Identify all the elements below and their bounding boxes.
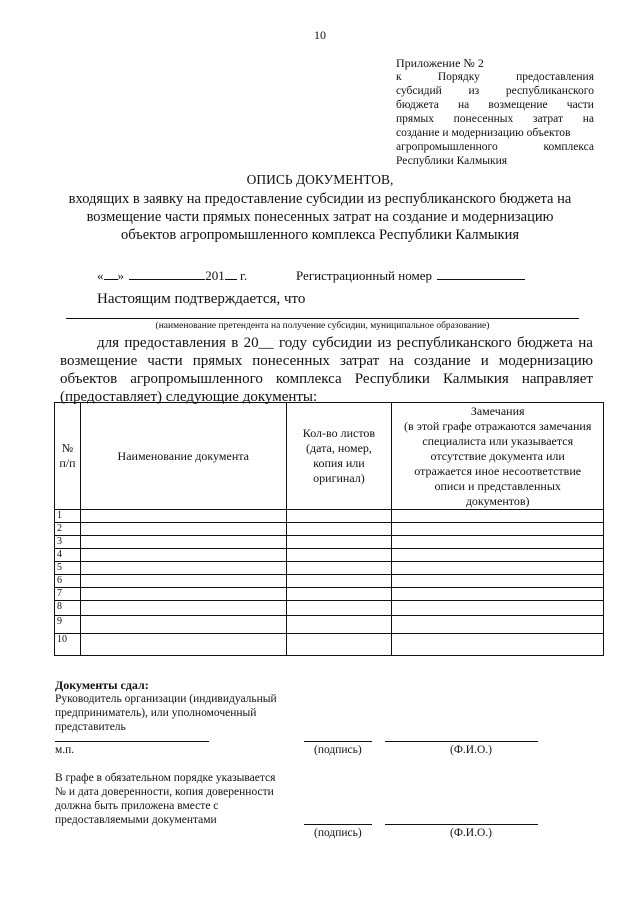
paragraph-word: предоставления bbox=[124, 335, 226, 351]
appendix-word: агропромышленного bbox=[396, 141, 498, 153]
header-count-line: Кол-во листов bbox=[302, 426, 376, 440]
name-line-2[interactable] bbox=[385, 824, 538, 825]
cell-document-name[interactable] bbox=[80, 616, 286, 634]
paragraph-word: на bbox=[389, 353, 404, 369]
paragraph-word: возмещение bbox=[60, 353, 138, 369]
row-number: 1 bbox=[55, 510, 81, 523]
representative-line: представитель bbox=[55, 721, 126, 733]
appendix-word: на bbox=[458, 99, 470, 111]
representative-line: предприниматель), или уполномоченный bbox=[55, 707, 257, 719]
header-number bbox=[55, 403, 81, 510]
appendix-word: комплекса bbox=[543, 141, 594, 153]
paragraph-word: и bbox=[480, 353, 489, 369]
table-row bbox=[55, 562, 604, 575]
cell-notes[interactable] bbox=[392, 575, 604, 588]
paragraph-word: создание bbox=[413, 353, 471, 369]
row-number: 4 bbox=[55, 549, 81, 562]
paragraph-word: затрат bbox=[339, 353, 380, 369]
paragraph-word: Республики bbox=[354, 371, 430, 387]
proxy-note-line: должна быть приложена вместе с bbox=[55, 800, 219, 812]
paragraph-line-3 bbox=[60, 370, 593, 388]
paragraph-word: части bbox=[147, 353, 183, 369]
row-number: 10 bbox=[55, 634, 81, 656]
appendix-word: бюджета bbox=[396, 99, 439, 111]
cell-sheet-count[interactable] bbox=[286, 549, 392, 562]
cell-notes[interactable] bbox=[392, 562, 604, 575]
appendix-word: затрат bbox=[532, 113, 564, 125]
paragraph-word: субсидии bbox=[312, 335, 373, 351]
name-caption-2: (Ф.И.О.) bbox=[450, 827, 492, 839]
table-row bbox=[55, 601, 604, 616]
header-count-line: копия или bbox=[313, 456, 365, 470]
header-sheet-count bbox=[286, 403, 392, 510]
month-blank bbox=[129, 266, 205, 280]
cell-document-name[interactable] bbox=[80, 523, 286, 536]
cell-sheet-count[interactable] bbox=[286, 634, 392, 656]
date-open-quote: « bbox=[97, 268, 104, 283]
proxy-note-line: № и дата доверенности, копия доверенности bbox=[55, 786, 274, 798]
paragraph-line-2 bbox=[60, 352, 593, 370]
appendix-line-1 bbox=[396, 70, 594, 84]
paragraph-word: в bbox=[231, 335, 239, 351]
appendix-word: субсидий bbox=[396, 85, 442, 97]
row-number: 8 bbox=[55, 601, 81, 616]
header-notes-line: специалиста или указывается bbox=[422, 433, 574, 448]
year-prefix: 201 bbox=[205, 268, 225, 283]
header-count-line: (дата, номер, bbox=[305, 441, 372, 455]
row-number: 7 bbox=[55, 588, 81, 601]
paragraph-word: понесенных bbox=[252, 353, 330, 369]
document-subtitle bbox=[40, 190, 600, 244]
cell-sheet-count[interactable] bbox=[286, 601, 392, 616]
cell-document-name[interactable] bbox=[80, 601, 286, 616]
appendix-line-6 bbox=[396, 140, 594, 154]
appendix-word: понесенных bbox=[453, 113, 514, 125]
header-notes-line: описи и представленных bbox=[434, 478, 561, 493]
appendix-title: Приложение № 2 bbox=[396, 56, 484, 70]
cell-document-name[interactable] bbox=[80, 575, 286, 588]
paragraph-word: комплекса bbox=[275, 371, 342, 387]
table-row bbox=[55, 536, 604, 549]
cell-sheet-count[interactable] bbox=[286, 588, 392, 601]
appendix-line-7: Республики Калмыкия bbox=[396, 155, 508, 167]
appendix-line-4 bbox=[396, 112, 594, 126]
cell-notes[interactable] bbox=[392, 536, 604, 549]
row-number: 3 bbox=[55, 536, 81, 549]
paragraph-word: году bbox=[278, 335, 307, 351]
cell-notes[interactable] bbox=[392, 601, 604, 616]
proxy-note bbox=[55, 771, 305, 827]
appendix-block bbox=[396, 56, 594, 168]
registration-field bbox=[296, 266, 525, 284]
header-number-line: № bbox=[61, 441, 74, 455]
table-row bbox=[55, 575, 604, 588]
cell-document-name[interactable] bbox=[80, 510, 286, 523]
paragraph-word: Калмыкия bbox=[442, 371, 509, 387]
confirm-text: Настоящим подтверждается, что bbox=[97, 291, 306, 307]
paragraph-word: прямых bbox=[192, 353, 243, 369]
representative-line: Руководитель организации (индивидуальный bbox=[55, 693, 277, 705]
proxy-note-line: В графе в обязательном порядке указывается bbox=[55, 772, 276, 784]
cell-document-name[interactable] bbox=[80, 549, 286, 562]
proxy-note-line: предоставляемыми документами bbox=[55, 814, 217, 826]
cell-sheet-count[interactable] bbox=[286, 523, 392, 536]
appendix-word: на bbox=[582, 113, 594, 125]
cell-notes[interactable] bbox=[392, 523, 604, 536]
subtitle-line: входящих в заявку на предоставление субсидии из республиканского бюджета на bbox=[68, 191, 572, 207]
appendix-word: возмещение bbox=[488, 99, 548, 111]
appendix-word: республиканского bbox=[505, 85, 594, 97]
document-title: ОПИСЬ ДОКУМЕНТОВ, bbox=[246, 172, 394, 187]
year-suffix: г. bbox=[240, 268, 248, 283]
cell-document-name[interactable] bbox=[80, 536, 286, 549]
stamp-label: м.п. bbox=[55, 744, 75, 756]
appendix-line-2 bbox=[396, 84, 594, 98]
table-row bbox=[55, 634, 604, 656]
signatures-heading: Документы сдал: bbox=[55, 678, 149, 692]
header-count-line: оригинал) bbox=[313, 471, 365, 485]
table-row bbox=[55, 549, 604, 562]
applicant-line bbox=[66, 318, 579, 319]
appendix-word: части bbox=[566, 99, 594, 111]
representative-label bbox=[55, 692, 295, 734]
applicant-caption: (наименование претендента на получение субсидии, муниципальное образование) bbox=[155, 321, 490, 331]
name-line-1[interactable] bbox=[385, 741, 538, 742]
subtitle-line: объектов агропромышленного комплекса Республики Калмыкия bbox=[120, 227, 520, 243]
header-notes-line: (в этой графе отражаются замечания bbox=[404, 418, 592, 433]
subtitle-line: возмещение части прямых понесенных затрат на создание и модернизацию bbox=[86, 209, 554, 225]
cell-document-name[interactable] bbox=[80, 562, 286, 575]
paragraph-word: из bbox=[377, 335, 392, 351]
row-number: 6 bbox=[55, 575, 81, 588]
paragraph-word: бюджета bbox=[516, 335, 573, 351]
cell-notes[interactable] bbox=[392, 616, 604, 634]
paragraph-word: направляет bbox=[521, 371, 593, 387]
paragraph-word: республиканского bbox=[396, 335, 512, 351]
appendix-word: из bbox=[468, 85, 480, 97]
appendix-word: предоставления bbox=[516, 71, 594, 83]
table-row bbox=[55, 523, 604, 536]
appendix-word: прямых bbox=[396, 113, 434, 125]
signature-line-1[interactable] bbox=[304, 741, 372, 742]
cell-notes[interactable] bbox=[392, 510, 604, 523]
page-number: 10 bbox=[314, 28, 326, 42]
table-header-row bbox=[55, 403, 604, 510]
paragraph-word: на bbox=[578, 335, 593, 351]
paragraph-word: объектов bbox=[60, 371, 118, 387]
cell-sheet-count[interactable] bbox=[286, 616, 392, 634]
registration-blank bbox=[437, 266, 525, 280]
header-document-name: Наименование документа bbox=[80, 403, 286, 510]
paragraph-word: для bbox=[97, 335, 120, 351]
header-notes-line: документов) bbox=[465, 493, 530, 508]
header-notes-line: отсутствие документа или bbox=[430, 448, 565, 463]
date-field bbox=[97, 266, 247, 284]
paragraph-line-1 bbox=[60, 334, 593, 352]
cell-document-name[interactable] bbox=[80, 588, 286, 601]
cell-sheet-count[interactable] bbox=[286, 562, 392, 575]
row-number: 2 bbox=[55, 523, 81, 536]
header-notes-line: отражается иное несоответствие bbox=[414, 463, 582, 478]
cell-notes[interactable] bbox=[392, 588, 604, 601]
paragraph-word: 20__ bbox=[243, 335, 274, 351]
row-number: 5 bbox=[55, 562, 81, 575]
name-caption-1: (Ф.И.О.) bbox=[450, 744, 492, 756]
date-close-quote: » bbox=[117, 268, 124, 283]
registration-label: Регистрационный номер bbox=[296, 268, 432, 283]
table-row bbox=[55, 616, 604, 634]
day-blank bbox=[104, 266, 118, 280]
cell-sheet-count[interactable] bbox=[286, 510, 392, 523]
documents-table bbox=[54, 402, 604, 656]
statement-paragraph bbox=[60, 334, 593, 406]
paragraph-word: агропромышленного bbox=[130, 371, 263, 387]
appendix-line-5: создание и модернизацию объектов bbox=[396, 127, 571, 139]
cell-notes[interactable] bbox=[392, 549, 604, 562]
paragraph-word: модернизацию bbox=[498, 353, 593, 369]
signature-caption-2: (подпись) bbox=[314, 827, 362, 839]
signature-line-2[interactable] bbox=[304, 824, 372, 825]
header-notes-line: Замечания bbox=[470, 403, 525, 418]
representative-signature-line[interactable] bbox=[55, 741, 209, 742]
appendix-word: к bbox=[396, 71, 402, 83]
table-row bbox=[55, 510, 604, 523]
signature-caption-1: (подпись) bbox=[314, 744, 362, 756]
appendix-line-3 bbox=[396, 98, 594, 112]
header-number-line: п/п bbox=[59, 456, 76, 470]
cell-sheet-count[interactable] bbox=[286, 536, 392, 549]
cell-sheet-count[interactable] bbox=[286, 575, 392, 588]
year-blank bbox=[225, 266, 237, 280]
header-notes bbox=[392, 403, 604, 510]
cell-document-name[interactable] bbox=[80, 634, 286, 656]
table-row bbox=[55, 588, 604, 601]
appendix-word: Порядку bbox=[437, 71, 480, 83]
row-number: 9 bbox=[55, 616, 81, 634]
paragraph-line-4: (предоставляет) следующие документы: bbox=[60, 389, 318, 405]
cell-notes[interactable] bbox=[392, 634, 604, 656]
